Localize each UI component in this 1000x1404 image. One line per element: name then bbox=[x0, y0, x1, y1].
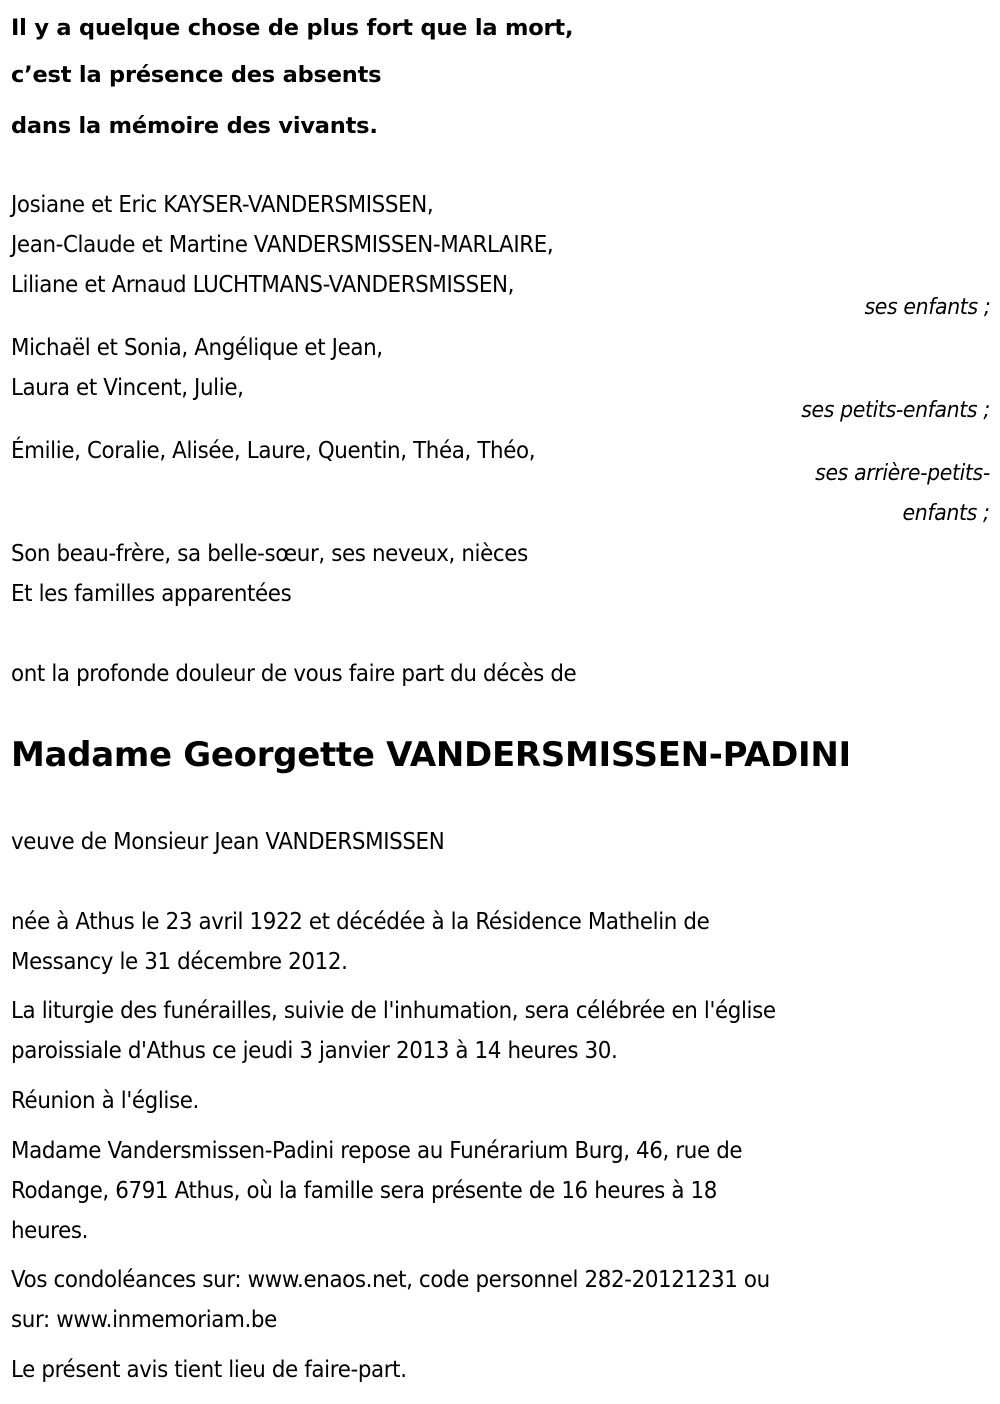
announcement-text: ont la profonde douleur de vous faire part du décès de bbox=[11, 661, 577, 687]
notice-text: Le présent avis tient lieu de faire-part. bbox=[11, 1357, 407, 1383]
repose-line: Madame Vandersmissen-Padini repose au Funérarium Burg, 46, rue de bbox=[11, 1138, 743, 1164]
condolences-line: sur: www.inmemoriam.be bbox=[11, 1307, 277, 1333]
widow-of-text: veuve de Monsieur Jean VANDERSMISSEN bbox=[11, 829, 445, 855]
birth-death-line: Messancy le 31 décembre 2012. bbox=[11, 949, 348, 975]
relation-label: enfants ; bbox=[903, 501, 990, 526]
liturgy-line: paroissiale d'Athus ce jeudi 3 janvier 2013 à 14 heures 30. bbox=[11, 1038, 618, 1064]
birth-death-line: née à Athus le 23 avril 1922 et décédée à la Résidence Mathelin de bbox=[11, 909, 710, 935]
deceased-name: Madame Georgette VANDERSMISSEN-PADINI bbox=[11, 735, 851, 775]
quote-line: c’est la présence des absents bbox=[11, 62, 382, 88]
family-name-line: Laura et Vincent, Julie, bbox=[11, 375, 244, 401]
relation-label: ses enfants ; bbox=[864, 295, 990, 320]
family-name-line: Michaël et Sonia, Angélique et Jean, bbox=[11, 335, 383, 361]
repose-line: heures. bbox=[11, 1218, 89, 1244]
quote-line: Il y a quelque chose de plus fort que la mort, bbox=[11, 15, 574, 41]
condolences-line: Vos condoléances sur: www.enaos.net, code personnel 282-20121231 ou bbox=[11, 1267, 770, 1293]
liturgy-line: La liturgie des funérailles, suivie de l'inhumation, sera célébrée en l'église bbox=[11, 998, 776, 1024]
family-name-line: Liliane et Arnaud LUCHTMANS-VANDERSMISSEN, bbox=[11, 272, 515, 298]
family-name-line: Josiane et Eric KAYSER-VANDERSMISSEN, bbox=[11, 192, 434, 218]
meeting-text: Réunion à l'église. bbox=[11, 1088, 199, 1114]
family-name-line: Et les familles apparentées bbox=[11, 581, 292, 607]
family-name-line: Son beau-frère, sa belle-sœur, ses neveux, nièces bbox=[11, 541, 528, 567]
repose-line: Rodange, 6791 Athus, où la famille sera présente de 16 heures à 18 bbox=[11, 1178, 717, 1204]
family-name-line: Jean-Claude et Martine VANDERSMISSEN-MARLAIRE, bbox=[11, 232, 554, 258]
quote-line: dans la mémoire des vivants. bbox=[11, 113, 378, 139]
relation-label: ses petits-enfants ; bbox=[801, 398, 990, 423]
relation-label: ses arrière-petits- bbox=[815, 461, 990, 486]
family-name-line: Émilie, Coralie, Alisée, Laure, Quentin, Théa, Théo, bbox=[11, 438, 536, 464]
